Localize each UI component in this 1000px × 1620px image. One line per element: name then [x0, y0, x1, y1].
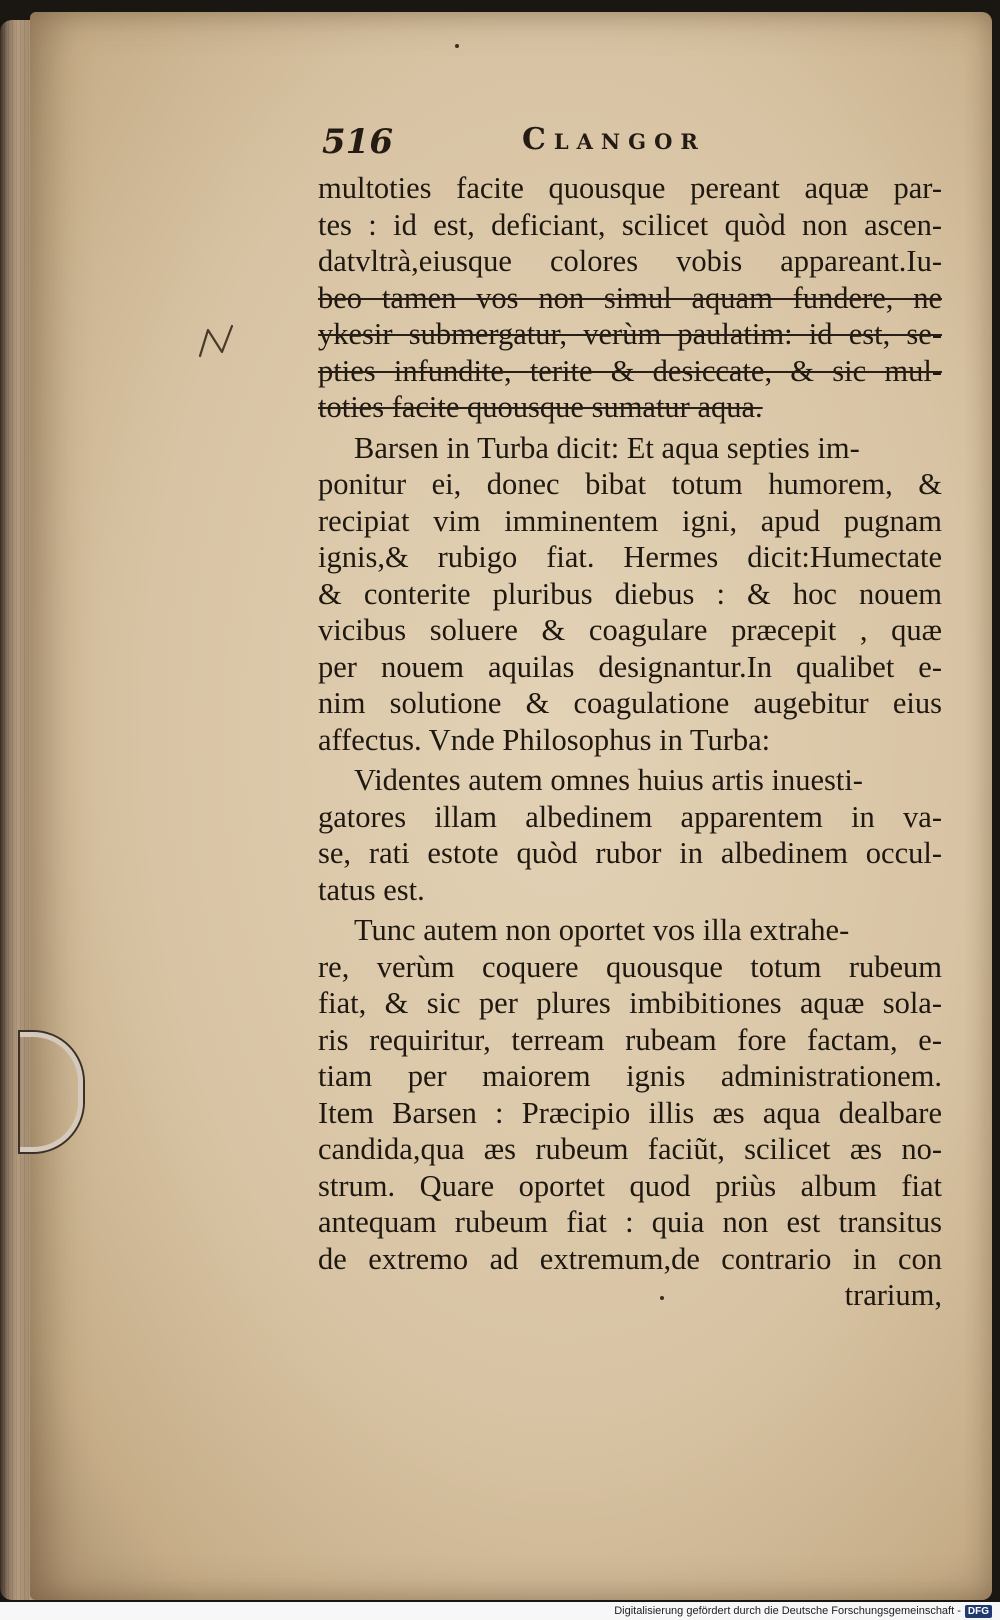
struck-text-line: ykesir submergatur, verùm paulatim: id est, se-: [318, 317, 942, 351]
running-head: Clangor: [522, 122, 706, 157]
text-line: candida,qua æs rubeum faciũt, scilicet æs no-: [318, 1132, 942, 1166]
struck-text-line: pties infundite, terite & desiccate, & sic mul-: [318, 353, 942, 388]
text-line: ris requiritur, terream rubeam fore factam, e-: [318, 1022, 942, 1057]
text-line: multoties facite quousque pereant aquæ par-: [318, 171, 942, 205]
text-line: de extremo ad extremum,de contrario in con: [318, 1241, 942, 1276]
book-clasp: [20, 1032, 83, 1152]
body-text: [318, 170, 942, 1314]
text-line: trarium,: [844, 1278, 942, 1312]
text-line: Videntes autem omnes huius artis inuesti-: [354, 763, 863, 797]
text-line: per nouem aquilas designantur.In qualibet e-: [318, 649, 942, 684]
struck-text-line: toties facite quousque sumatur aqua.: [318, 390, 763, 424]
page-header: [322, 122, 940, 166]
margin-annotation-mark: [196, 322, 236, 362]
text-line: re, verùm coquere quousque totum rubeum: [318, 949, 942, 984]
text-line: tatus est.: [318, 872, 425, 907]
text-line: tes : id est, deficiant, scilicet quòd non ascen-: [318, 207, 942, 242]
text-line: strum. Quare oportet quod priùs album fiat: [318, 1168, 942, 1203]
text-line: tiam per maiorem ignis administrationem.: [318, 1059, 942, 1093]
text-line: affectus. Vnde Philosophus in Turba:: [318, 722, 771, 757]
text-line: ignis,& rubigo fiat. Hermes dicit:Humectate: [318, 540, 942, 574]
dfg-logo: DFG: [965, 1605, 992, 1618]
text-line: fiat, & sic per plures imbibitiones aquæ sola-: [318, 986, 942, 1020]
text-line: datvltrà,eiusque colores vobis appareant.Iu-: [318, 244, 942, 278]
struck-text-line: beo tamen vos non simul aquam fundere, ne: [318, 280, 942, 315]
footer-credit: Digitalisierung gefördert durch die Deutsche Forschungsgemeinschaft -: [614, 1605, 961, 1617]
text-line: antequam rubeum fiat : quia non est transitus: [318, 1205, 942, 1239]
text-line: nim solutione & coagulatione augebitur eius: [318, 686, 942, 720]
text-line: Barsen in Turba dicit: Et aqua septies im-: [354, 430, 860, 465]
page-number: 516: [322, 122, 393, 162]
text-line: ponitur ei, donec bibat totum humorem, &: [318, 467, 942, 501]
text-line: se, rati estote quòd rubor in albedinem occul-: [318, 836, 942, 870]
text-line: Tunc autem non oportet vos illa extrahe-: [354, 913, 850, 947]
ink-speck: [455, 44, 459, 48]
text-line: recipiat vim imminentem igni, apud pugnam: [318, 503, 942, 538]
text-line: & conterite pluribus diebus : & hoc nouem: [318, 576, 942, 611]
digitization-footer: [0, 1602, 1000, 1620]
text-line: gatores illam albedinem apparentem in va-: [318, 799, 942, 834]
text-line: vicibus soluere & coagulare præcepit , quæ: [318, 613, 942, 647]
text-line: Item Barsen : Præcipio illis æs aqua dealbare: [318, 1095, 942, 1130]
